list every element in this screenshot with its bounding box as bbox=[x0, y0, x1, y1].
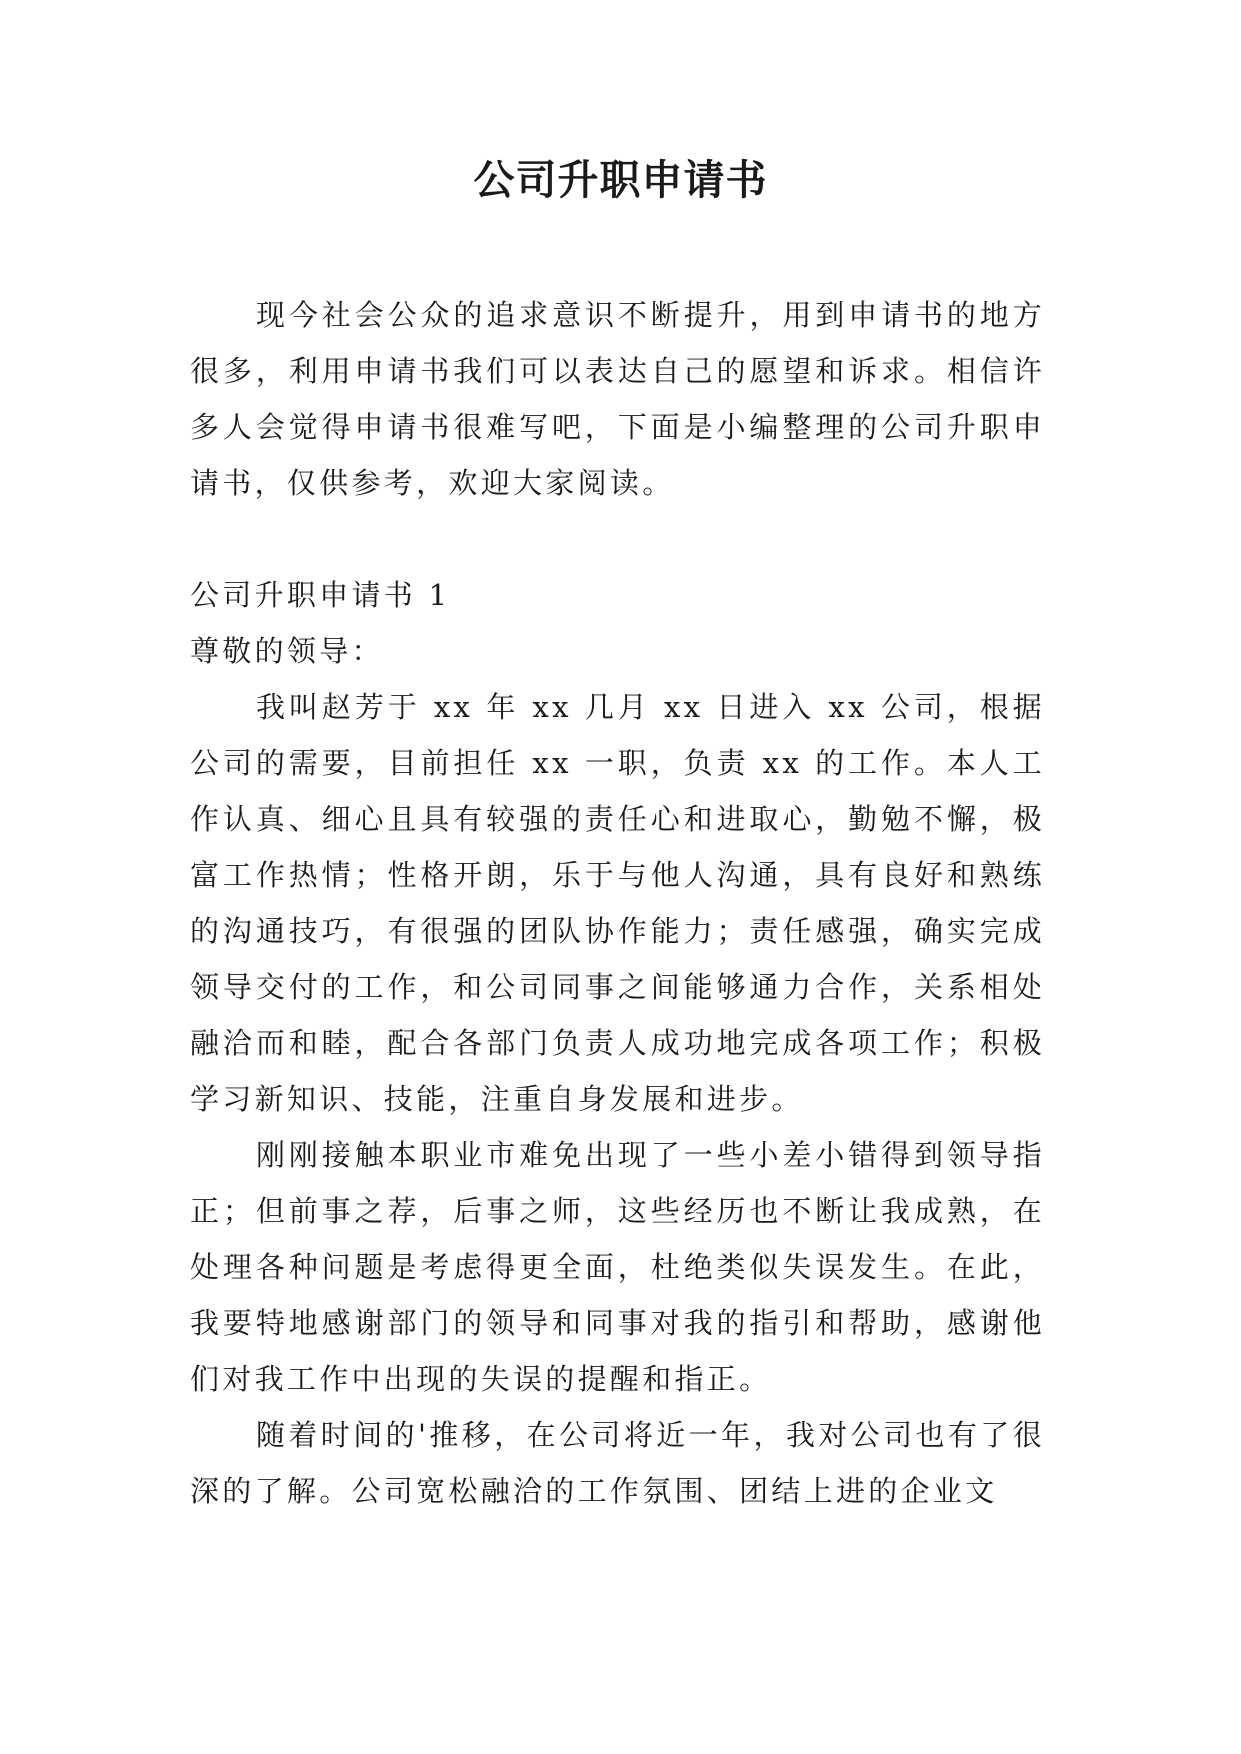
document-body bbox=[190, 287, 1045, 1519]
body-paragraph-2: 刚刚接触本职业市难免出现了一些小差小错得到领导指正；但前事之荐，后事之师，这些经历也不断让我成熟，在处理各种问题是考虑得更全面，杜绝类似失误发生。在此，我要特地感谢部门的领导和同事对我的指引和帮助，感谢他们对我工作中出现的失误的提醒和指正。 bbox=[190, 1138, 1045, 1396]
salutation: 尊敬的领导： bbox=[190, 634, 384, 668]
body-paragraph-3: 随着时间的'推移，在公司将近一年，我对公司也有了很深的了解。公司宽松融洽的工作氛围、团结上进的企业文 bbox=[190, 1418, 1045, 1508]
paragraph-spacer bbox=[190, 511, 1045, 567]
body-paragraph-1: 我叫赵芳于 xx 年 xx 几月 xx 日进入 xx 公司，根据公司的需要，目前担任 xx 一职，负责 xx 的工作。本人工作认真、细心且具有较强的责任心和进取心，勤勉不懈，极富工作热情；性格开朗，乐于与他人沟通，具有良好和熟练的沟通技巧，有很强的团队协作能力；责任感强，确实完成领导交付的工作，和公司同事之间能够通力合作，关系相处融洽而和睦，配合各部门负责人成功地完成各项工作；积极学习新知识、技能，注重自身发展和进步。 bbox=[190, 690, 1045, 1116]
section-heading: 公司升职申请书 1 bbox=[190, 578, 451, 612]
intro-paragraph: 现今社会公众的追求意识不断提升，用到申请书的地方很多，利用申请书我们可以表达自己的愿望和诉求。相信许多人会觉得申请书很难写吧，下面是小编整理的公司升职申请书，仅供参考，欢迎大家阅读。 bbox=[190, 298, 1045, 500]
document-title: 公司升职申请书 bbox=[473, 156, 768, 204]
